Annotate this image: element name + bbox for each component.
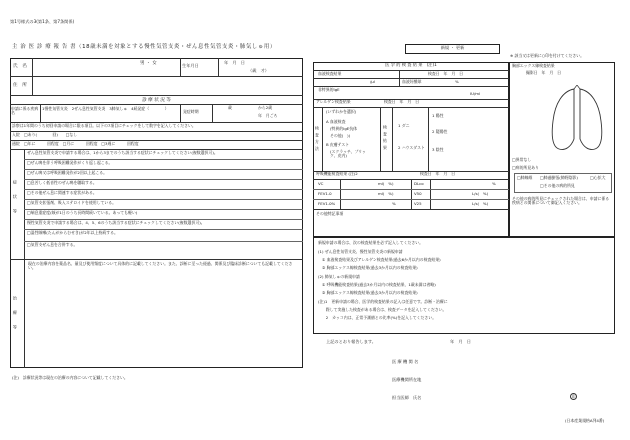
- test-results-label: 検査結果: [383, 125, 389, 153]
- xray-normal[interactable]: □異常なし: [512, 157, 532, 162]
- seal-mark: 印: [571, 394, 576, 399]
- onset-age-range: から2歳: [258, 105, 273, 110]
- symptoms-label: 症 状 等: [12, 180, 18, 216]
- sex-options[interactable]: 男 ・ 女: [140, 61, 157, 66]
- ige-unit: IU/ml: [470, 91, 481, 96]
- symptom-item[interactable]: □息苦しく低音性のぜん鳴を聴取する。: [27, 180, 97, 185]
- paper-size: (日本産業規格A列4番): [565, 418, 605, 423]
- symptom-item[interactable]: □ぜん鳴を伴う呼吸困難発作がくり返し起こる。: [27, 160, 113, 165]
- note-line: (注)1 更新申請の場合、医学的検査結果の記入は任意です。診断・治療に: [318, 299, 448, 304]
- blood-unit: /μl: [370, 79, 375, 84]
- requested-disease-label: 申請に係る疾病名: [11, 106, 39, 116]
- address-label: 住 所: [13, 83, 27, 88]
- grade-positive[interactable]: 1 陽性: [432, 113, 444, 118]
- symptom-item[interactable]: □喘息重症度(咳が1日のうち長時間続いている。あっても軽い): [27, 210, 138, 215]
- note-line: (2) 肺気しゅの新規申請: [318, 274, 360, 279]
- report-statement: 上記のとおり報告します。: [326, 339, 376, 344]
- outpatient-label: 通院: [12, 141, 20, 146]
- xray-abnormal[interactable]: □病的所見あり: [512, 165, 540, 170]
- name-label: 氏 名: [13, 64, 27, 69]
- grade-negative[interactable]: 3 陰性: [432, 147, 444, 152]
- xray-finding[interactable]: □肺過膨張(肺野陰影): [540, 175, 578, 180]
- doctor-label: 担当医師 氏名: [392, 395, 422, 400]
- lung-row-unit2: L/s( %): [472, 201, 489, 206]
- note-line: ② 胸部エックス線検査結果(過去3か月以内の検査結果): [318, 265, 418, 270]
- form-id: 第1号様式の3(第1条、第7条関係): [10, 19, 75, 24]
- facility-input[interactable]: [440, 358, 590, 366]
- ige-label: 非特異的IgE: [318, 87, 340, 92]
- test-method-item: その他( )): [330, 133, 351, 138]
- xray-note: その他の病的所見にチェックされた場合は、申請に係る疾病との関係について御記入ください。: [512, 196, 610, 206]
- symptom-item[interactable]: □気管支拡張剤、吸入ステロイドを使用している。: [27, 200, 117, 205]
- symptom-item: ぜん息性気管支炎で申請する場合は、1から3までのうち該当する症状にチェックしてください(複数選択可)。: [27, 150, 218, 155]
- test-method-item[interactable]: A 血液検査: [326, 119, 346, 124]
- xray-header: 胸部エックス線検査結果: [512, 63, 555, 68]
- lung-row-unit: ml( %): [378, 191, 394, 196]
- symptom-item[interactable]: □ぜん鳴又は呼吸困難発作が2回以上起こる。: [27, 170, 108, 175]
- test-method-label: 検査方法: [315, 126, 321, 154]
- symptom-item[interactable]: □その他ぜん息に関連する症状がある。: [27, 190, 97, 195]
- lung-row-name2: DLco: [414, 181, 424, 186]
- treatment-label: 治 療 等: [12, 296, 18, 332]
- hospitalization-label: 入院: [12, 132, 20, 137]
- eosinophil-label: 血液好酸球: [402, 79, 422, 84]
- circle-note: ※ 該当又は更新に○印を付けてください。: [510, 53, 585, 58]
- allergen-date[interactable]: 検査日 年 月 日: [384, 99, 420, 104]
- exam-note: 診察は1年間のうち初回申請の場合に限る項目。以下の7項目にチェックをして数字を記入してください。: [12, 123, 196, 128]
- facility-address-label: 医療機関所在地: [392, 377, 422, 382]
- footnote: (注) 診療状況等は現在の治療の内容について記載してください。: [12, 375, 128, 380]
- lung-row-name: FEV1.0%: [318, 201, 336, 206]
- lung-row-unit2: %: [492, 181, 496, 186]
- other-notes-label: その他特記事項: [316, 211, 344, 216]
- note-line: 新規申請の場合は、次の検査結果を必ず記入してください。: [318, 240, 424, 245]
- note-line: 際して実施した検査がある場合は、検査データを記入してください。: [318, 307, 447, 312]
- symptom-item[interactable]: □気管支ぜん息を合併する。: [27, 242, 78, 247]
- note-line: (1) ぜん息性気管支炎、慢性気管支炎の新規申請: [318, 249, 403, 254]
- hospitalization-options[interactable]: □あり( 回) □なし: [24, 132, 78, 137]
- xray-finding[interactable]: □心拡大: [590, 175, 606, 180]
- test-method-item: (いずれかを選択): [326, 109, 357, 114]
- lung-row-unit: %: [392, 201, 396, 206]
- page-title: 主 治 医 診 療 報 告 書（18歳未満を対象とする慢性気管支炎・ぜん息性気管支炎・肺気しゅ用）: [12, 44, 276, 50]
- xray-finding[interactable]: □その他の病的所見: [540, 183, 575, 188]
- symptom-item: 慢性気管支炎で申請する場合は、4、5、6のうち該当する症状にチェックしてください(複数選択可)。: [27, 220, 205, 225]
- onset-label: 発症時期: [183, 109, 199, 114]
- onset-age[interactable]: 歳: [228, 105, 232, 110]
- allergen-label: アレルゲン検査結果: [316, 99, 351, 104]
- lung-row-name2: V50: [414, 191, 422, 196]
- diagnosis-header: 診 療 状 況 等: [142, 98, 171, 103]
- lung-function-date[interactable]: 検査日 年 月 日: [420, 171, 456, 176]
- registration-type[interactable]: 新規 ・ 更新: [440, 45, 465, 50]
- note-line: ① 呼吸機能検査結果(過去3か月以内の検査結果、1歳未満は省略): [318, 282, 436, 287]
- note-line: ② 胸部エックス線検査結果(過去3か月以内の検査結果): [318, 290, 418, 295]
- lung-row-name: FEV1.0: [318, 191, 332, 196]
- allergen-dust-mite[interactable]: 1 ダニ: [398, 123, 410, 128]
- report-date[interactable]: 年 月 日: [450, 339, 471, 344]
- lung-row-name: VC: [318, 181, 324, 186]
- age-value[interactable]: （歳 才）: [248, 68, 269, 73]
- treatment-instructions: 現在の治療内容を薬品名、量及び使用頻度について具体的に記載してください。また、診断に至った経過、関係及び臨床診断についても記載してください。: [28, 261, 293, 271]
- onset-date[interactable]: 年 月ごろ: [258, 113, 278, 118]
- exam-header: 医 学 的 検 査 結 果 (注)1: [385, 62, 437, 67]
- symptom-item[interactable]: □湿性咳嗽(たんがからむせき)が2年以上持続する。: [27, 230, 118, 235]
- disease-options[interactable]: 1慢性気管支炎 2ぜん息性気管支炎 3肺気しゅ 4続発症（ ）: [42, 106, 169, 111]
- note-line: ① 血液検査結果及びアレルゲン検査結果(過去6か月以内の検査結果): [318, 257, 441, 262]
- outpatient-options[interactable]: □年に 回程度 □月に 回程度 □3週に 回程度: [24, 141, 139, 146]
- xray-finding[interactable]: □肺線維: [517, 175, 533, 180]
- note-line: 2 カッコ内は、正常予測値との比率(%)を記入してください。: [318, 315, 437, 320]
- lung-row-unit2: L/s( %): [472, 191, 489, 196]
- facility-label: 医 療 機 関 名: [392, 359, 419, 364]
- treatment-input[interactable]: [28, 282, 300, 366]
- dob-value[interactable]: 年 月 日: [224, 60, 245, 65]
- facility-address-input[interactable]: [440, 376, 590, 384]
- lung-diagram: [545, 85, 609, 153]
- allergen-house-dust[interactable]: 2 ハウスダスト: [398, 145, 425, 150]
- doctor-name-input[interactable]: [440, 394, 560, 402]
- test-method-item[interactable]: B 皮膚テスト: [326, 142, 350, 147]
- eosinophil-unit: %: [455, 79, 459, 84]
- grade-doubtful[interactable]: 2 疑陽性: [432, 129, 448, 134]
- dob-label: 生年月日: [182, 63, 199, 68]
- lung-row-unit: ml( %): [378, 181, 394, 186]
- test-method-item: (特異的IgE抗体: [330, 126, 358, 131]
- blood-test-label: 血液検査結果: [318, 71, 342, 76]
- test-method-item: (スクラッチ、プリック、皮内): [330, 149, 366, 159]
- blood-test-date[interactable]: 検査日 年 月 日: [428, 71, 464, 76]
- lung-function-label: 呼吸機能検査結果 (注)2: [316, 171, 358, 176]
- xray-date[interactable]: 撮影日 年 月 日: [526, 70, 562, 75]
- lung-row-name2: V25: [414, 201, 422, 206]
